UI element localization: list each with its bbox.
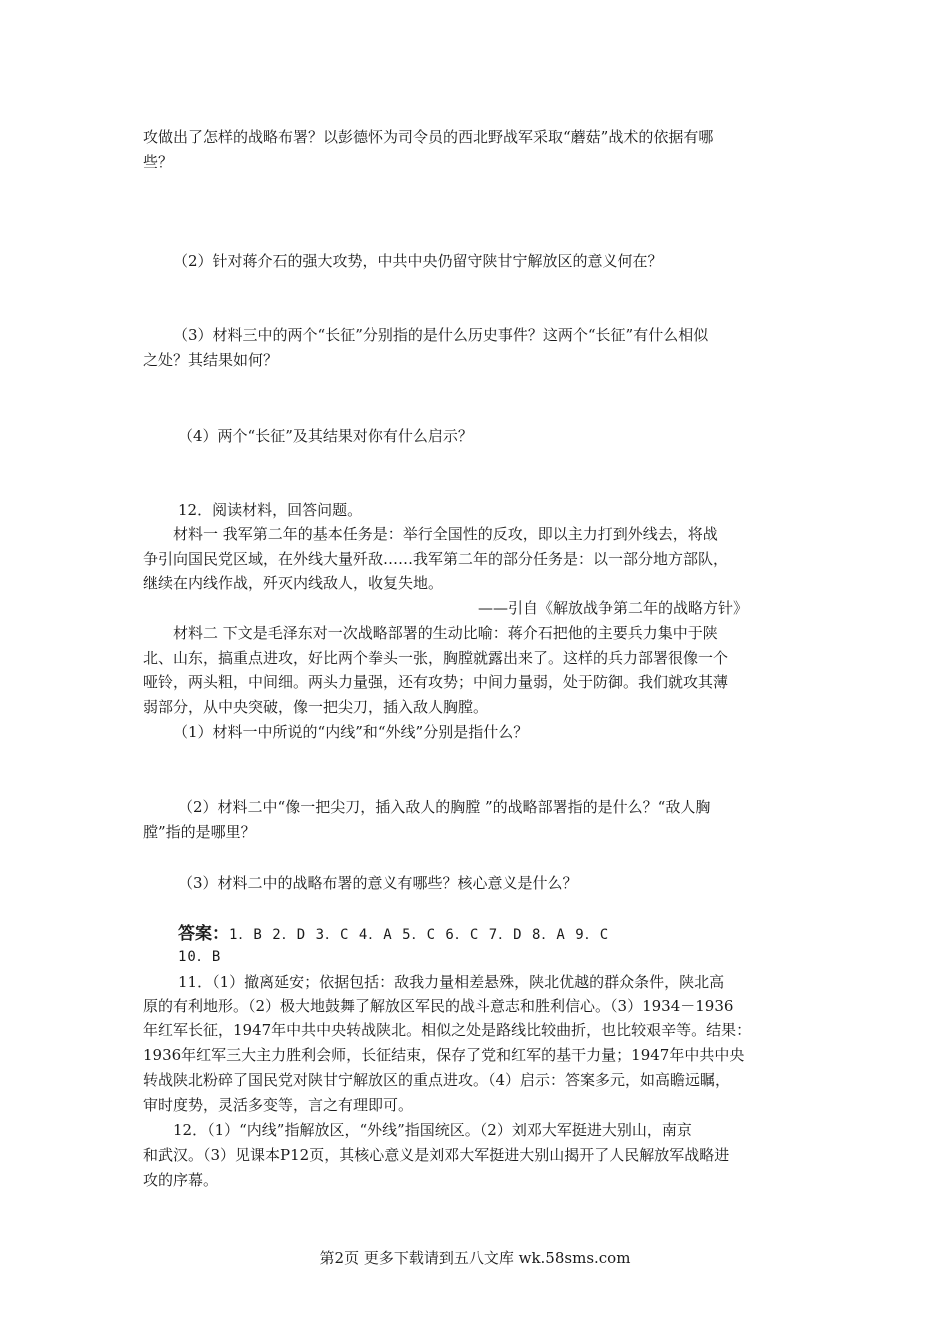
q11-sub-question-4: （4）两个“长征”及其结果对你有什么启示？ bbox=[178, 427, 473, 445]
q12-heading: 12．阅读材料，回答问题。 bbox=[178, 501, 363, 519]
q12-material-2-line-2: 北、山东，搞重点进攻，好比两个拳头一张，胸膛就露出来了。这样的兵力部署很像一个 bbox=[143, 649, 729, 667]
answers-label: 答案： bbox=[178, 924, 229, 944]
answers-multiple-choice-1-9: 1．B 2．D 3．C 4．A 5．C 6．C 7．D 8．A 9．C bbox=[229, 927, 610, 943]
answer-11-line-1: 11．（1）撤离延安；依据包括：敌我力量相差悬殊，陕北优越的群众条件，陕北高 bbox=[178, 973, 725, 991]
answer-11-line-6: 审时度势，灵活多变等，言之有理即可。 bbox=[143, 1096, 414, 1114]
q12-material-1-source: ——引自《解放战争第二年的战略方针》 bbox=[478, 599, 749, 617]
q11-sub-question-3-line-2: 之处？其结果如何？ bbox=[143, 351, 279, 369]
q12-sub-question-2-line-2: 膛”指的是哪里？ bbox=[143, 823, 256, 841]
q12-sub-question-3: （3）材料二中的战略布署的意义有哪些？核心意义是什么？ bbox=[178, 874, 578, 892]
answer-11-line-5: 转战陕北粉碎了国民党对陕甘宁解放区的重点进攻。（4）启示：答案多元，如高瞻远瞩， bbox=[143, 1071, 731, 1089]
q11-continuation-line-1: 攻做出了怎样的战略布署？以彭德怀为司令员的西北野战军采取“蘑菇”战术的依据有哪 bbox=[143, 128, 714, 146]
q12-material-2-line-4: 弱部分，从中央突破，像一把尖刀，插入敌人胸膛。 bbox=[143, 698, 489, 716]
q12-material-2-line-1: 材料二 下文是毛泽东对一次战略部署的生动比喻：蒋介石把他的主要兵力集中于陕 bbox=[173, 624, 718, 642]
q12-material-1-line-3: 继续在内线作战，歼灭内线敌人，收复失地。 bbox=[143, 574, 444, 592]
q12-material-2-line-3: 哑铃，两头粗，中间细。两头力量强，还有攻势；中间力量弱，处于防御。我们就攻其薄 bbox=[143, 673, 729, 691]
q12-sub-question-2-line-1: （2）材料二中“像一把尖刀，插入敌人的胸膛 ”的战略部署指的是什么？“敌人胸 bbox=[178, 798, 711, 816]
q12-material-1-line-2: 争引向国民党区域，在外线大量歼敌……我军第二年的部分任务是：以一部分地方部队， bbox=[143, 550, 729, 568]
answer-11-line-3: 年红军长征，1947年中共中央转战陕北。相似之处是路线比较曲折，也比较艰辛等。结果： bbox=[143, 1021, 752, 1039]
q11-sub-question-2: （2）针对蒋介石的强大攻势，中共中央仍留守陕甘宁解放区的意义何在？ bbox=[173, 252, 663, 270]
answers-mc-row-1 bbox=[178, 924, 609, 945]
page-footer: 第2页 更多下载请到五八文库 wk.58sms.com bbox=[319, 1249, 631, 1267]
q12-material-1-line-1: 材料一 我军第二年的基本任务是：举行全国性的反攻，即以主力打到外线去，将战 bbox=[173, 525, 718, 543]
q11-sub-question-3-line-1: （3）材料三中的两个“长征”分别指的是什么历史事件？这两个“长征”有什么相似 bbox=[173, 326, 709, 344]
answer-12-line-2: 和武汉。（3）见课本P12页，其核心意义是刘邓大军挺进大别山揭开了人民解放军战略进 bbox=[143, 1146, 730, 1164]
answer-12-line-3: 攻的序幕。 bbox=[143, 1171, 219, 1189]
answer-11-line-2: 原的有利地形。（2）极大地鼓舞了解放区军民的战斗意志和胜利信心。（3）1934－1936 bbox=[143, 997, 734, 1015]
answers-multiple-choice-10: 10．B bbox=[178, 949, 222, 965]
q12-sub-question-1: （1）材料一中所说的“内线”和“外线”分别是指什么？ bbox=[173, 723, 529, 741]
q11-continuation-line-2: 些？ bbox=[143, 153, 174, 171]
answer-12-line-1: 12．（1）“内线”指解放区，“外线”指国统区。（2）刘邓大军挺进大别山，南京 bbox=[173, 1121, 692, 1139]
answer-11-line-4: 1936年红军三大主力胜利会师，长征结束，保存了党和红军的基干力量；1947年中共中央 bbox=[143, 1046, 745, 1064]
